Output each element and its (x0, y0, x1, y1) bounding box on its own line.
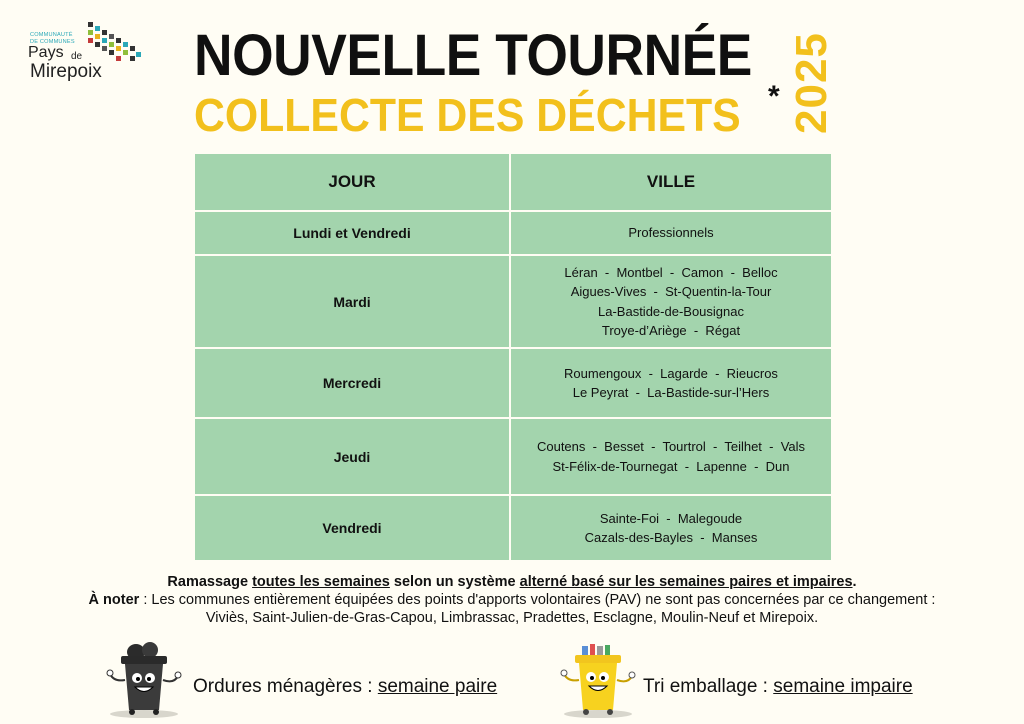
row-day: Mardi (194, 255, 510, 348)
legend-household-waste: Ordures ménagères : semaine paire (193, 676, 498, 697)
town-line: Le Peyrat - La-Bastide-sur-l’Hers (572, 385, 770, 400)
logo-pays-text: Pays (28, 44, 64, 61)
town-line: Coutens - Besset - Tourtrol - Teilhet - Vals (536, 439, 806, 454)
collection-schedule-table (193, 152, 833, 562)
town-line: Léran - Montbel - Camon - Belloc (564, 264, 778, 280)
asterisk-mark: * (768, 80, 780, 113)
row-day: Vendredi (194, 495, 510, 561)
notes-label: À noter (88, 592, 140, 608)
table-row (194, 255, 832, 348)
row-towns (510, 211, 832, 255)
page-subtitle: COLLECTE DES DÉCHETS (194, 89, 741, 141)
notes-line-pav: À noter : Les communes entièrement équipées des points d'apports volontaires (PAV) ne sont pas concernées par ce changement : (88, 592, 936, 608)
notes-line-frequency: Ramassage toutes les semaines selon un système alterné basé sur les semaines paires et impaires. (167, 574, 857, 590)
row-day: Lundi et Vendredi (194, 211, 510, 255)
table-row (194, 495, 832, 561)
legend-recycling-week: semaine impaire (773, 676, 913, 697)
town-line: St-Félix-de-Tournegat - Lapenne - Dun (552, 458, 790, 474)
row-towns (510, 348, 832, 418)
collection-notes (0, 573, 1024, 627)
year-label: 2025 (787, 32, 836, 134)
logo-org-text: COMMUNAUTÉ DE COMMUNES (30, 32, 75, 45)
town-line: Sainte-Foi - Malegoude (599, 510, 743, 526)
column-header-town: VILLE (510, 153, 832, 211)
column-header-day: JOUR (194, 153, 510, 211)
row-towns (510, 418, 832, 495)
notes-underline-weekly: toutes les semaines (252, 574, 390, 590)
town-line: Troye-d’Ariège - Régat (601, 323, 741, 338)
table-header-row (194, 153, 832, 211)
town-line: Aigues-Vives - St-Quentin-la-Tour (570, 284, 772, 299)
table-row (194, 348, 832, 418)
logo-mirepoix-text: Mirepoix (30, 61, 102, 82)
town-line: Roumengoux - Lagarde - Rieucros (564, 365, 778, 381)
logo-de-text: de (71, 51, 83, 62)
legend-household-week: semaine paire (377, 676, 498, 697)
notes-underline-alternate: alterné basé sur les semaines paires et impaires (519, 574, 853, 590)
table-row (194, 211, 832, 255)
notes-line-communes: Viviès, Saint-Julien-de-Gras-Capou, Limbrassac, Pradettes, Esclagne, Moulin-Neuf et Mirepoix. (205, 610, 819, 626)
page-title: NOUVELLE TOURNÉE (194, 23, 752, 88)
row-day: Mercredi (194, 348, 510, 418)
legend-recycling: Tri emballage : semaine impaire (643, 676, 913, 697)
row-day: Jeudi (194, 418, 510, 495)
town-line: Cazals-des-Bayles - Manses (584, 530, 758, 545)
yellow-bin-icon (558, 640, 640, 720)
row-towns (510, 255, 832, 348)
black-bin-icon (104, 640, 186, 720)
pays-de-mirepoix-logo (24, 20, 144, 88)
row-towns (510, 495, 832, 561)
table-row (194, 418, 832, 495)
town-line: Professionnels (628, 225, 714, 241)
town-line: La-Bastide-de-Bousignac (598, 303, 744, 319)
logo-pixel-mosaic-icon (84, 20, 144, 76)
